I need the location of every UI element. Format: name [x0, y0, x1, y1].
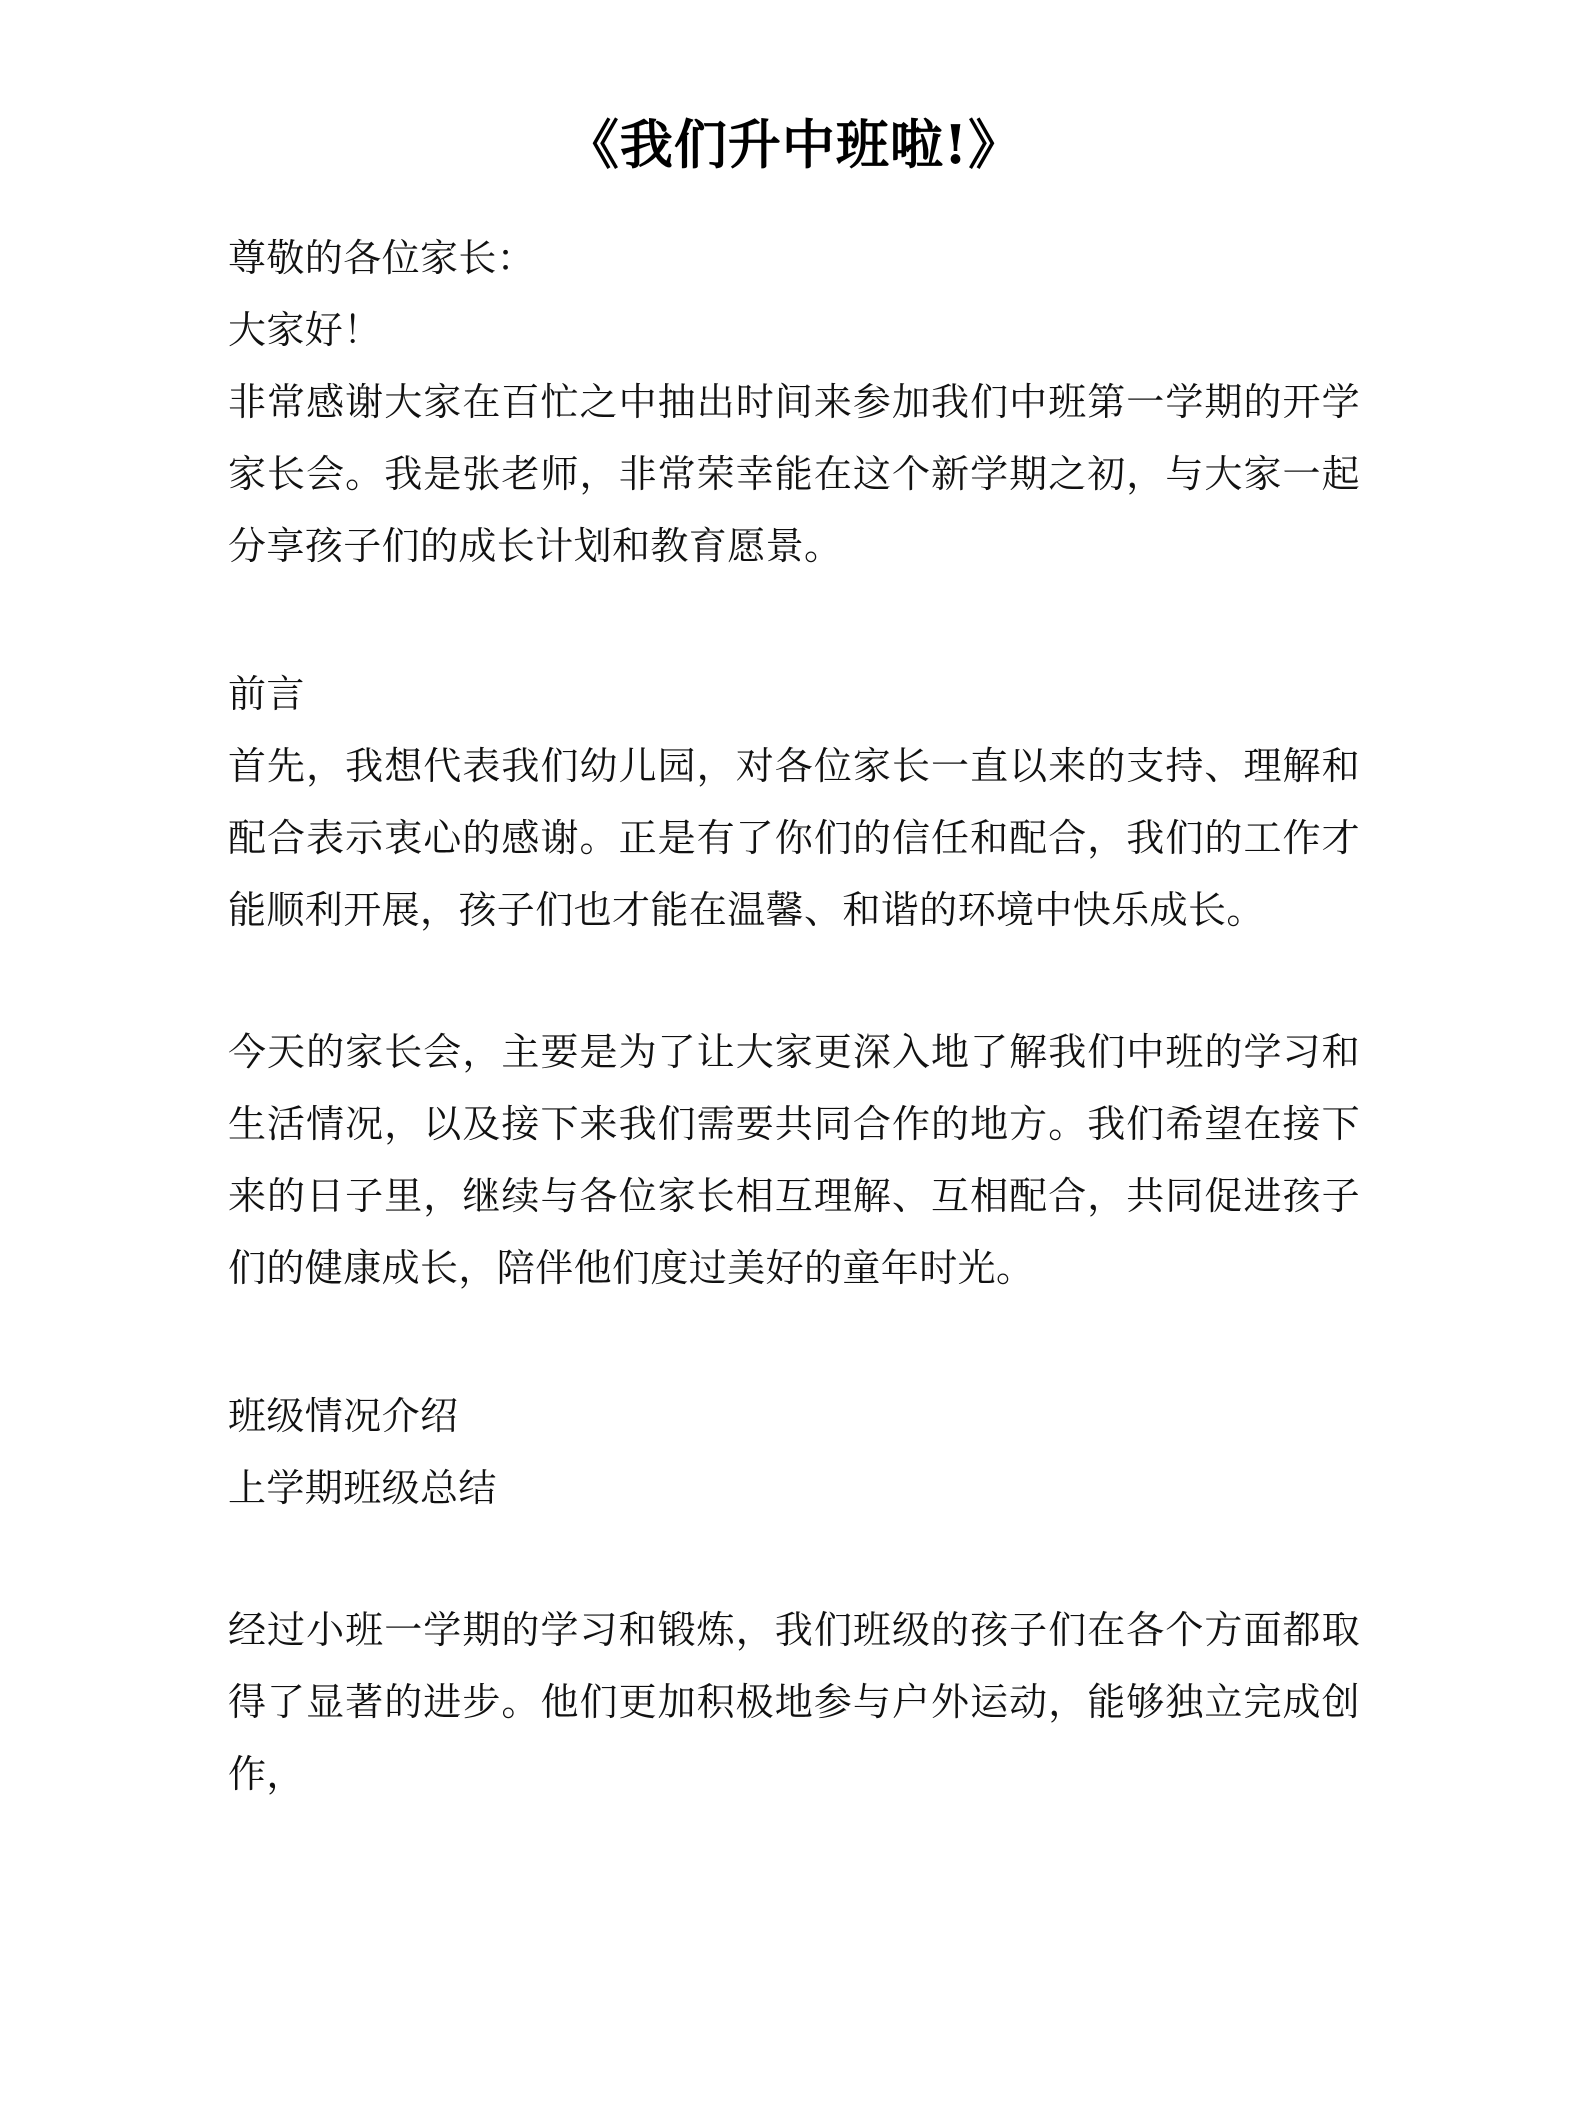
preface-paragraph-1: 首先，我想代表我们幼儿园，对各位家长一直以来的支持、理解和配合表示衷心的感谢。正是有了你们的信任和配合，我们的工作才能顺利开展，孩子们也才能在温馨、和谐的环境中快乐成长。	[228, 744, 1360, 933]
subsection-heading-last-term-summary: 上学期班级总结	[228, 1466, 497, 1511]
salutation: 尊敬的各位家长：	[228, 236, 536, 281]
greeting: 大家好！	[228, 308, 382, 353]
page-title: 《我们升中班啦!》	[565, 114, 1023, 176]
spacer	[228, 1524, 1360, 1594]
spacer	[228, 1304, 1360, 1380]
section-heading-preface: 前言	[228, 672, 305, 717]
spacer	[228, 582, 1360, 658]
spacer	[228, 946, 1360, 1016]
class-overview-paragraph-1: 经过小班一学期的学习和锻炼，我们班级的孩子们在各个方面都取得了显著的进步。他们更加积极地参与户外运动，能够独立完成创作，	[228, 1608, 1360, 1797]
spacer	[228, 178, 1360, 192]
opening-paragraph: 非常感谢大家在百忙之中抽出时间来参加我们中班第一学期的开学家长会。我是张老师，非常荣幸能在这个新学期之初，与大家一起分享孩子们的成长计划和教育愿景。	[228, 380, 1360, 569]
document-body	[228, 0, 1360, 1810]
preface-paragraph-2: 今天的家长会，主要是为了让大家更深入地了解我们中班的学习和生活情况，以及接下来我们需要共同合作的地方。我们希望在接下来的日子里，继续与各位家长相互理解、互相配合，共同促进孩子们的健康成长，陪伴他们度过美好的童年时光。	[228, 1030, 1360, 1291]
section-heading-class-overview: 班级情况介绍	[228, 1394, 459, 1439]
